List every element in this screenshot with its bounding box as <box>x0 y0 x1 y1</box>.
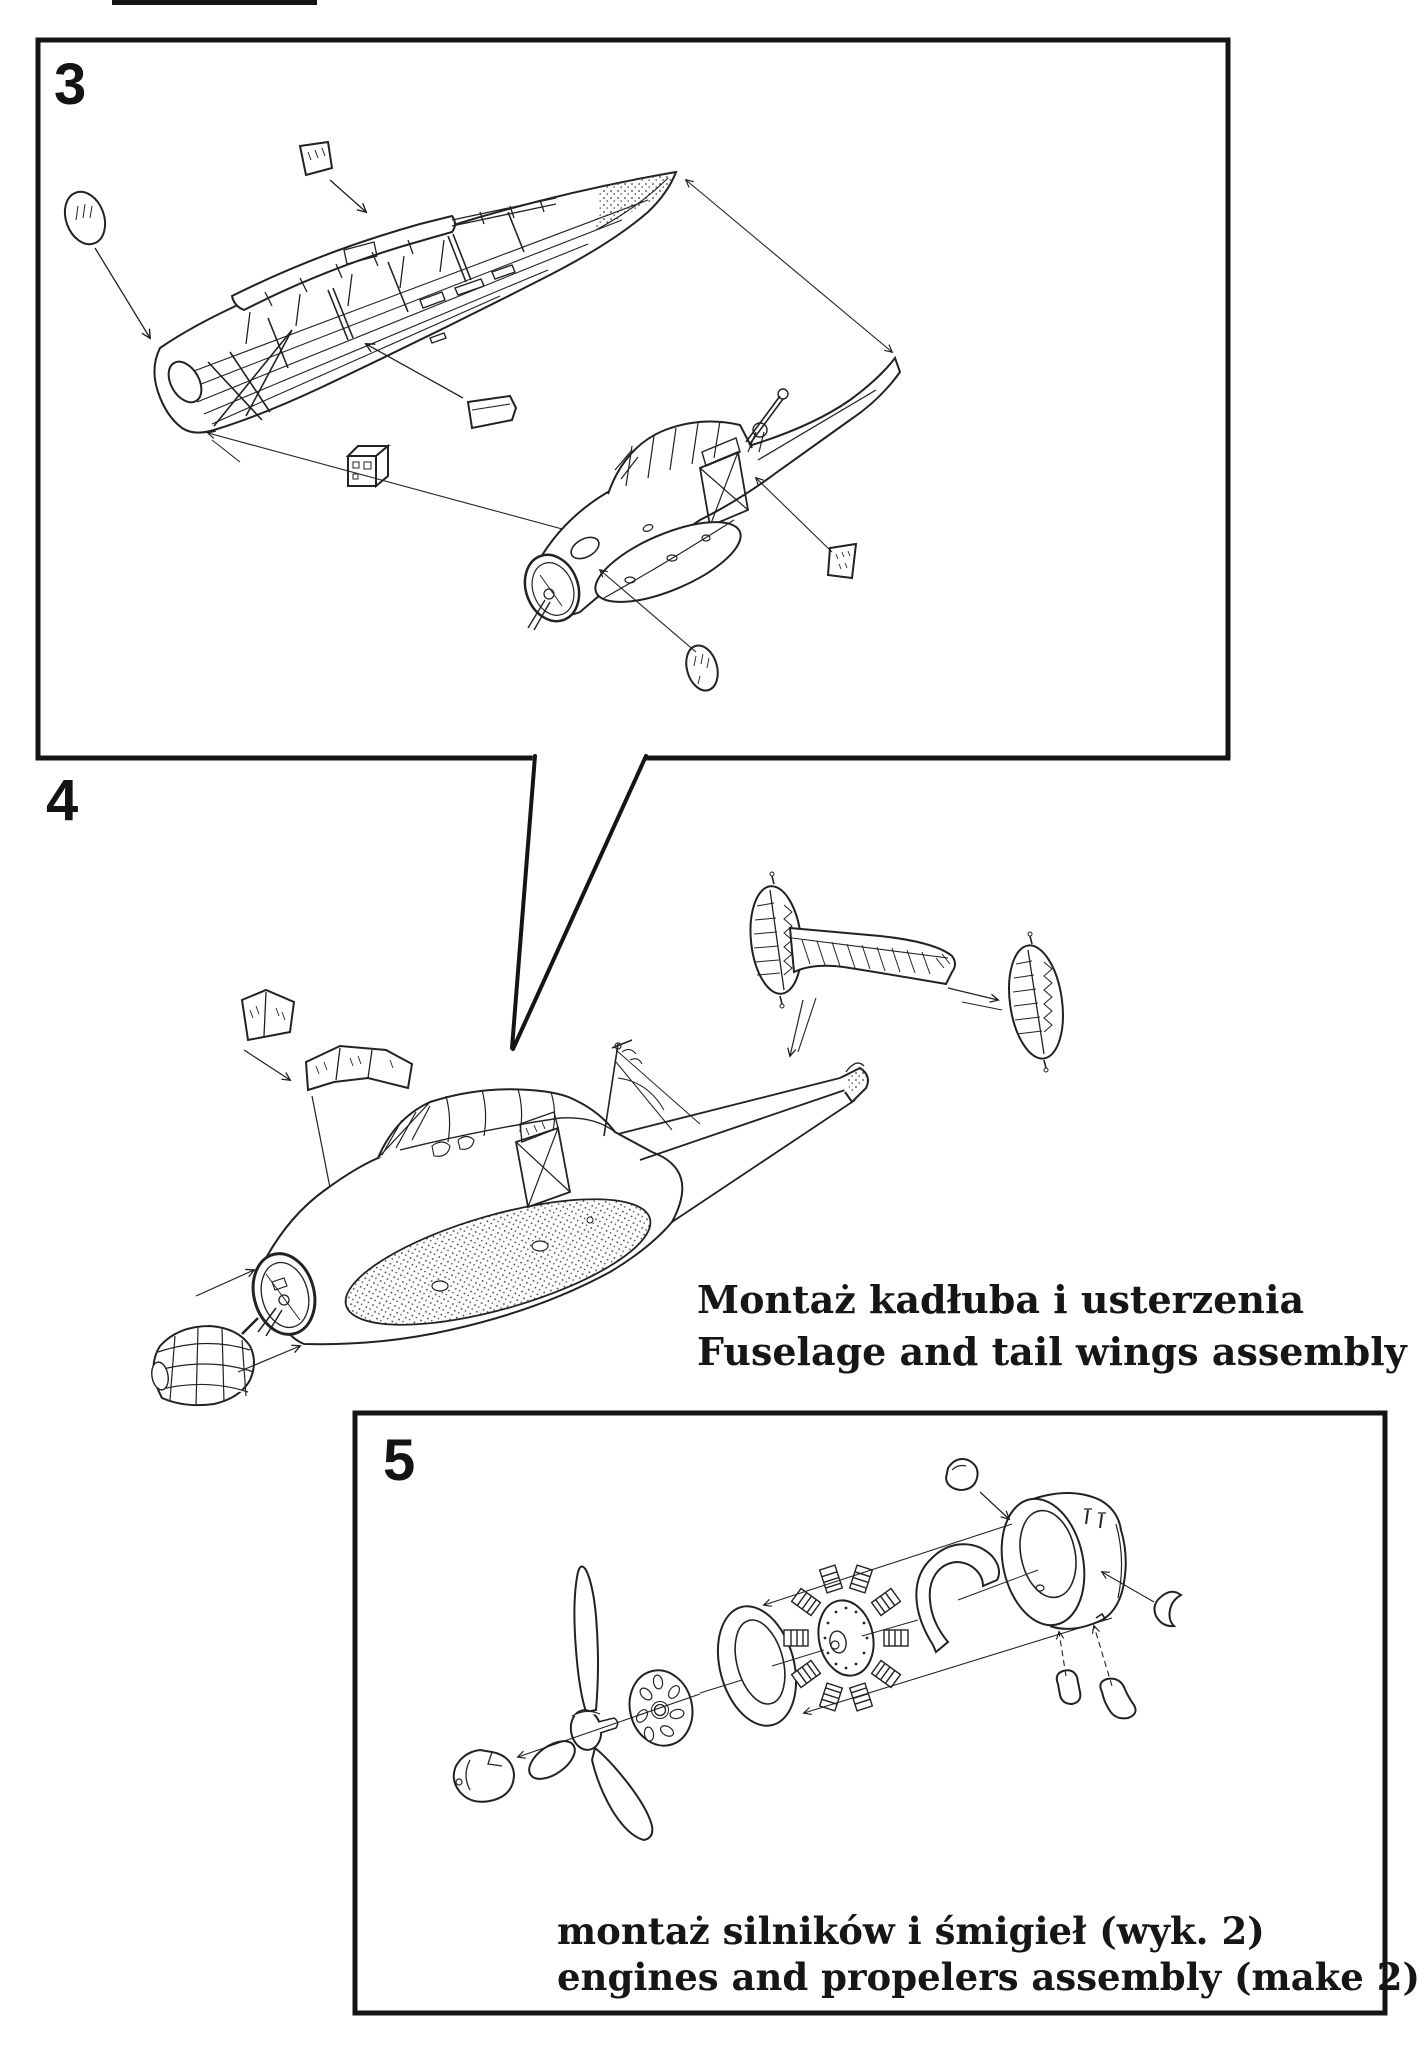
step5-number-label: 5 <box>383 1428 416 1493</box>
engine-cowling-part <box>991 1491 1126 1633</box>
radial-engine-part <box>784 1565 908 1711</box>
arrow-fin-to-tailplane <box>948 988 998 1000</box>
step3-seat-part <box>468 396 516 428</box>
step4-caption-polish: Montaż kadłuba i usterzenia <box>697 1277 1305 1322</box>
crescent-part <box>1154 1592 1181 1626</box>
arrow-glazing-b <box>312 1096 332 1198</box>
intake-part <box>946 1459 978 1490</box>
arrow-fin-companion <box>962 1002 1002 1010</box>
arrow-rear-window <box>756 478 832 552</box>
cowl-ring-part <box>705 1598 808 1735</box>
step4-glazing-part-b <box>306 1046 412 1090</box>
step4-tailplane-assembly <box>745 872 955 1008</box>
exhaust-collector-ring-part <box>916 1544 999 1652</box>
fuselage-half-interior-drawing <box>154 172 676 433</box>
arrow-canopy-to-roof <box>330 180 366 212</box>
exhaust-stub-parts <box>1057 1670 1136 1718</box>
step4-fin-part <box>1002 932 1069 1072</box>
arrow-companion-line <box>212 440 240 462</box>
arrow-tailplane-down-companion <box>798 998 816 1052</box>
step3-assembled-fuselage-drawing <box>516 358 900 630</box>
step3-clear-part-lower <box>681 642 723 694</box>
step4-nose-cone-part <box>150 1326 254 1406</box>
arrow-tail-link <box>686 180 892 352</box>
step4-caption-english: Fuselage and tail wings assembly <box>697 1329 1407 1374</box>
step4-caption <box>697 1274 1407 1378</box>
step3-callout-pointer <box>512 753 648 1050</box>
step3-number-label: 3 <box>54 52 87 117</box>
step5-caption-polish: montaż silników i śmigieł (wyk. 2) <box>557 1909 1265 1953</box>
step5-caption-english: engines and propelers assembly (make 2) <box>557 1955 1420 1999</box>
arrow-tailplane-down <box>790 1000 803 1056</box>
step3-side-window-part <box>58 186 112 250</box>
arrow-cone-upper <box>196 1270 254 1296</box>
step4-number-label: 4 <box>46 768 79 833</box>
arrow-tray-to-nose <box>208 433 610 542</box>
arrow-window-to-nose <box>95 248 150 338</box>
step5-engine-assembly-drawing <box>454 1459 1181 1840</box>
step3-clear-part-rear <box>828 544 856 578</box>
spinner-part <box>454 1750 514 1802</box>
arrow-seat-to-fuselage <box>366 344 463 398</box>
scan-artifact-line <box>112 0 317 5</box>
step5-caption <box>557 1908 1420 2000</box>
step3-canopy-glass-part <box>300 142 332 175</box>
arrow-glazing-a <box>244 1050 290 1080</box>
step4-glazing-part-a <box>242 990 294 1040</box>
